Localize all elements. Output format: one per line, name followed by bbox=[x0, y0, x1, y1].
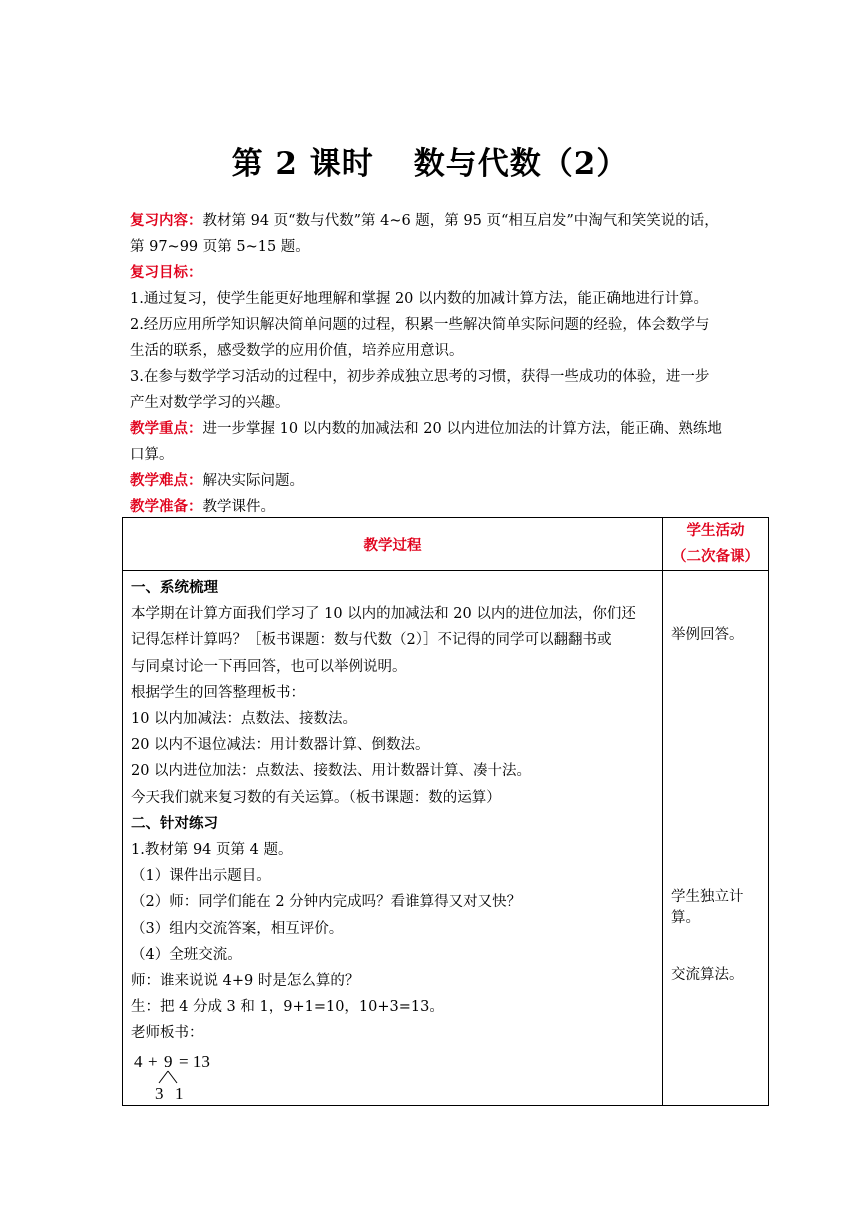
section-1-line: 10 以内加减法：点数法、接数法。 bbox=[131, 711, 358, 728]
side-note-examples: 举例回答。 bbox=[671, 627, 744, 643]
header-teaching-process bbox=[123, 518, 663, 571]
section-1-line: 20 以内不退位减法：用计数器计算、倒数法。 bbox=[131, 737, 430, 754]
teaching-prep-label: 教学准备： bbox=[130, 498, 203, 515]
page-title bbox=[0, 138, 860, 183]
section-2-line: 1.教材第 94 页第 4 题。 bbox=[131, 842, 293, 859]
teaching-prep-text: 教学课件。 bbox=[202, 499, 275, 515]
teaching-difficulty-text: 解决实际问题。 bbox=[202, 473, 304, 489]
table-body-row bbox=[123, 571, 769, 1106]
review-content-label: 复习内容： bbox=[130, 212, 203, 229]
section-2-line: （2）师：同学们能在 2 分钟内完成吗？看谁算得又对又快？ bbox=[131, 894, 522, 911]
section-2-title: 二、针对练习 bbox=[131, 814, 218, 832]
section-2-line: （4）全班交流。 bbox=[131, 946, 242, 963]
review-goal-1: 1.通过复习，使学生能更好地理解和掌握 20 以内数的加减计算方法，能正确地进行计算。 bbox=[130, 291, 708, 307]
section-1-line: 记得怎样计算吗？［板书课题：数与代数（2）］不记得的同学可以翻翻书或 bbox=[131, 632, 612, 649]
review-content-text: 教材第 94 页“数与代数”第 4~6 题，第 95 页“相互启发”中淘气和笑笑说的话， bbox=[202, 213, 719, 229]
section-2-line: 师：谁来说说 4+9 时是怎么算的？ bbox=[131, 973, 360, 990]
side-note-independent: 学生独立计算。 bbox=[671, 889, 744, 926]
title-lesson: 第 2 课时 bbox=[231, 146, 374, 182]
section-1-line: 本学期在计算方面我们学习了 10 以内的加减法和 20 以内的进位加法，你们还 bbox=[131, 606, 636, 623]
formula-split-left: 3 bbox=[155, 1083, 164, 1101]
title-topic: 数与代数（2） bbox=[413, 146, 629, 182]
teaching-difficulty bbox=[130, 468, 740, 494]
section-1-line: 今天我们就来复习数的有关运算。（板书课题：数的运算） bbox=[131, 789, 501, 806]
board-formula bbox=[131, 1049, 656, 1101]
teaching-key-point bbox=[130, 416, 740, 442]
formula-result: = 13 bbox=[179, 1051, 210, 1071]
section-2-line: （1）课件出示题目。 bbox=[131, 868, 271, 885]
teaching-key-label: 教学重点： bbox=[130, 420, 203, 437]
teaching-key-text: 进一步掌握 10 以内数的加减法和 20 以内进位加法的计算方法，能正确、熟练地 bbox=[202, 421, 722, 437]
review-goal-3: 3.在参与数学学习活动的过程中，初步养成独立思考的习惯，获得一些成功的体验，进一步 bbox=[130, 369, 710, 385]
header-student-activity-label: 学生活动 bbox=[686, 522, 745, 539]
header-student-activity bbox=[663, 518, 769, 571]
side-note-exchange: 交流算法。 bbox=[671, 967, 744, 983]
section-2-line: 老师板书： bbox=[131, 1025, 204, 1042]
header-teaching-process-label: 教学过程 bbox=[363, 536, 422, 554]
review-content-cont: 第 97~99 页第 5~15 题。 bbox=[130, 239, 310, 255]
formula-addend-b: 9 bbox=[164, 1051, 173, 1071]
table-header-row bbox=[123, 518, 769, 571]
review-goal-3-cont: 产生对数学学习的兴趣。 bbox=[130, 395, 290, 411]
section-1-line: 20 以内进位加法：点数法、接数法、用计数器计算、凑十法。 bbox=[131, 763, 532, 780]
lesson-intro bbox=[130, 208, 740, 520]
student-activity-cell bbox=[663, 571, 769, 1106]
section-1-title: 一、系统梳理 bbox=[131, 579, 218, 596]
teaching-process-cell bbox=[123, 571, 663, 1106]
formula-split-right: 1 bbox=[175, 1083, 184, 1101]
lesson-table bbox=[122, 517, 769, 1106]
section-1-line: 与同桌讨论一下再回答，也可以举例说明。 bbox=[131, 658, 407, 675]
section-2-line: 生：把 4 分成 3 和 1，9+1=10，10+3=13。 bbox=[131, 999, 444, 1016]
formula-addend-a: 4 bbox=[134, 1051, 143, 1071]
teaching-key-cont: 口算。 bbox=[130, 447, 174, 463]
header-second-prep-label: （二次备课） bbox=[672, 548, 759, 565]
review-goals-heading: 复习目标： bbox=[130, 264, 203, 281]
section-1-line: 根据学生的回答整理板书： bbox=[131, 684, 305, 701]
teaching-difficulty-label: 教学难点： bbox=[130, 472, 203, 489]
review-content bbox=[130, 208, 740, 234]
split-line-right bbox=[168, 1071, 177, 1083]
formula-plus: + bbox=[148, 1051, 158, 1071]
review-goals-label bbox=[130, 260, 740, 286]
review-goal-2: 2.经历应用所学知识解决简单问题的过程，积累一些解决简单实际问题的经验，体会数学与 bbox=[130, 317, 710, 333]
section-2-line: （3）组内交流答案，相互评价。 bbox=[131, 920, 344, 937]
review-goal-2-cont: 生活的联系，感受数学的应用价值，培养应用意识。 bbox=[130, 343, 464, 359]
formula-diagram bbox=[131, 1049, 251, 1101]
split-line-left bbox=[159, 1071, 168, 1083]
